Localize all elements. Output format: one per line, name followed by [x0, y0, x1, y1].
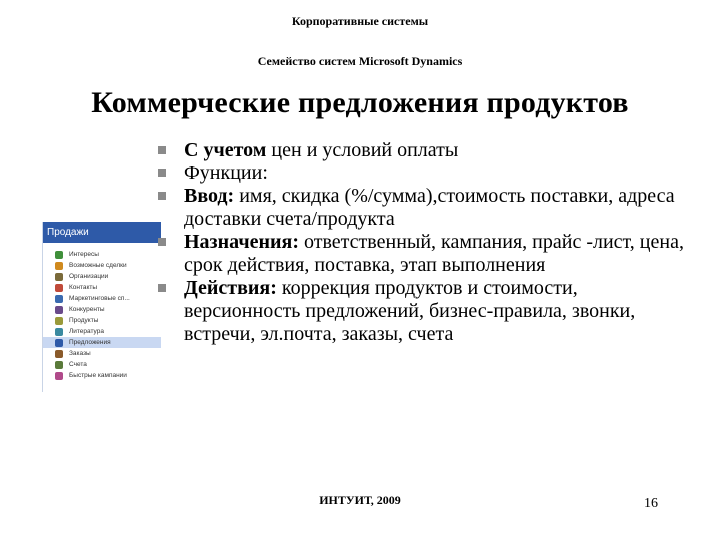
bullet-text: имя, скидка (%/сумма),стоимость поставки, адреса доставки счета/продукта — [184, 185, 675, 230]
bullet-item — [158, 231, 698, 277]
sales-nav-item — [43, 348, 161, 359]
bullet-square-icon — [158, 192, 166, 200]
bullet-text: ответственный, кампания, прайс -лист, цена, срок действия, поставка, этап выполнения — [184, 231, 684, 276]
bullet-text: коррекция продуктов и стоимости, версионность предложений, бизнес-правила, звонки, встречи, эл.почта, заказы, счета — [184, 277, 636, 345]
bullet-square-icon — [158, 146, 166, 154]
sales-nav-item-label: Литература — [69, 328, 104, 335]
footer-text: ИНТУИТ, 2009 — [319, 493, 401, 507]
sales-nav-item-label: Маркетинговые сп... — [69, 295, 130, 302]
sales-nav-item-label: Предложения — [69, 339, 111, 346]
bullet-item — [158, 277, 698, 346]
bullet-list — [158, 139, 698, 346]
bullet-item — [158, 185, 698, 231]
sales-nav-item-label: Интересы — [69, 251, 99, 258]
sales-nav-item-label: Продукты — [69, 317, 99, 324]
bullet-keyword: Назначения: — [184, 231, 299, 253]
sales-nav-title: Продажи — [43, 222, 161, 243]
bullet-item — [158, 139, 698, 162]
bullet-square-icon — [158, 169, 166, 177]
interest-icon — [55, 251, 63, 259]
sales-nav-item — [43, 337, 161, 348]
bullet-item — [158, 162, 698, 185]
sales-nav-panel — [42, 222, 161, 392]
literature-icon — [55, 328, 63, 336]
sales-nav-item — [43, 282, 161, 293]
sales-nav-item — [43, 293, 161, 304]
page-number: 16 — [644, 496, 658, 511]
header-line-2: Семейство систем Microsoft Dynamics — [257, 54, 463, 68]
header-line-1: Корпоративные системы — [291, 14, 429, 28]
sales-nav-list — [43, 249, 161, 381]
contact-icon — [55, 284, 63, 292]
sales-nav-item-label: Счета — [69, 361, 87, 368]
sales-nav-item-label: Заказы — [69, 350, 91, 357]
bullet-square-icon — [158, 284, 166, 292]
product-icon — [55, 317, 63, 325]
order-icon — [55, 350, 63, 358]
sales-nav-item — [43, 370, 161, 381]
quick-campaign-icon — [55, 372, 63, 380]
sales-nav-item-label: Контакты — [69, 284, 98, 291]
bullet-text: цен и условий оплаты — [266, 139, 459, 161]
account-icon — [55, 273, 63, 281]
slide-title: Коммерческие предложения продуктов — [91, 86, 629, 119]
sales-nav-item-label: Быстрые кампании — [69, 372, 127, 379]
sales-nav-item-label: Конкуренты — [69, 306, 105, 313]
bullet-keyword: Действия: — [184, 277, 277, 299]
bullet-keyword: Ввод: — [184, 185, 235, 207]
quote-icon — [55, 339, 63, 347]
invoice-icon — [55, 361, 63, 369]
sales-nav-item — [43, 359, 161, 370]
sales-nav-item-label: Возможные сделки — [69, 262, 127, 269]
sales-nav-item — [43, 315, 161, 326]
sales-nav-item — [43, 249, 161, 260]
sales-nav-item — [43, 326, 161, 337]
competitor-icon — [55, 306, 63, 314]
sales-nav-item-label: Организации — [69, 273, 109, 280]
opportunity-icon — [55, 262, 63, 270]
bullet-keyword: С учетом — [184, 139, 267, 161]
sales-nav-item — [43, 271, 161, 282]
bullet-text: Функции: — [184, 162, 268, 184]
sales-nav-item — [43, 260, 161, 271]
sales-nav-item — [43, 304, 161, 315]
bullet-square-icon — [158, 238, 166, 246]
marketing-list-icon — [55, 295, 63, 303]
